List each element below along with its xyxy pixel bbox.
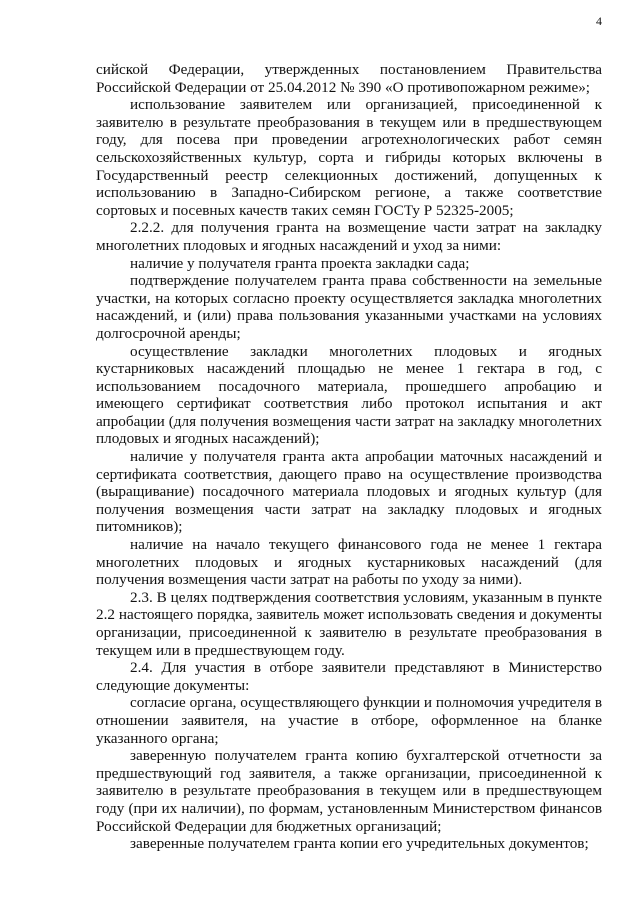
paragraph-accounting-report: заверенную получателем гранта копию бухгалтерской отчетности за предшествующий год заявителя, а также организации, присоединенной к заявителю в результате преобразования в текущем или в предшествующем году (при их наличии), по формам, установленным Министерством финансов Российской Федерации для бюджетных организаций; <box>96 747 602 835</box>
paragraph-land-rights: подтверждение получателем гранта права собственности на земельные участки, на которых согласно проекту осуществляется закладка многолетних насаждений, и (или) права пользования указанными участками на условиях долгосрочной аренды; <box>96 272 602 342</box>
paragraph-continuation: сийской Федерации, утвержденных постановлением Правительства Российской Федерации от 25.04.2012 № 390 «О противопожарном режиме»; <box>96 61 602 96</box>
paragraph-2-3: 2.3. В целях подтверждения соответствия условиям, указанным в пункте 2.2 настоящего порядка, заявитель может использовать сведения и документы организации, присоединенной к заявителю в результате преобразования в текущем или в предшествующем году. <box>96 588 602 659</box>
paragraph-2-2-2: 2.2.2. для получения гранта на возмещение части затрат на закладку многолетних плодовых и ягодных насаждений и уход за ними: <box>96 219 602 254</box>
page-number: 4 <box>596 14 602 28</box>
paragraph-existing-plantings: наличие на начало текущего финансового года не менее 1 гектара многолетних плодовых и ягодных кустарниковых насаждений (для получения возмещения части затрат на работы по уходу за ними). <box>96 536 602 589</box>
paragraph-garden-project: наличие у получателя гранта проекта закладки сада; <box>130 254 470 272</box>
document-body <box>96 61 602 853</box>
paragraph-approbation-act: наличие у получателя гранта акта апробации маточных насаждений и сертификата соответствия, дающего право на осуществление производства (выращивание) посадочного материала плодовых и ягодных культур (для получения возмещения части затрат на закладку плодовых и ягодных питомников); <box>96 448 602 536</box>
paragraph-founding-documents: заверенные получателем гранта копии его учредительных документов; <box>130 835 589 853</box>
paragraph-founder-consent: согласие органа, осуществляющего функции и полномочия учредителя в отношении заявителя, на участие в отборе, оформленное на бланке указанного органа; <box>96 694 602 747</box>
paragraph-planting-area: осуществление закладки многолетних плодовых и ягодных кустарниковых насаждений площадью не менее 1 гектара в год, с использованием посадочного материала, прошедшего апробацию и имеющего сертификат соответствия либо протокол испытания и акт апробации (для получения возмещения части затрат на закладку многолетних плодовых и ягодных насаждений); <box>96 342 602 448</box>
paragraph-seed-use-condition: использование заявителем или организацией, присоединенной к заявителю в результате преобразования в текущем или в предшествующем году, для посева при проведении агротехнологических работ семян сельскохозяйственных культур, сорта и гибриды которых включены в Государственный реестр селекционных достижений, допущенных к использованию в Западно-Сибирском регионе, а также соответствие сортовых и посевных качеств таких семян ГОСТу Р 52325-2005; <box>96 96 602 219</box>
paragraph-2-4: 2.4. Для участия в отборе заявители представляют в Министерство следующие документы: <box>96 659 602 694</box>
